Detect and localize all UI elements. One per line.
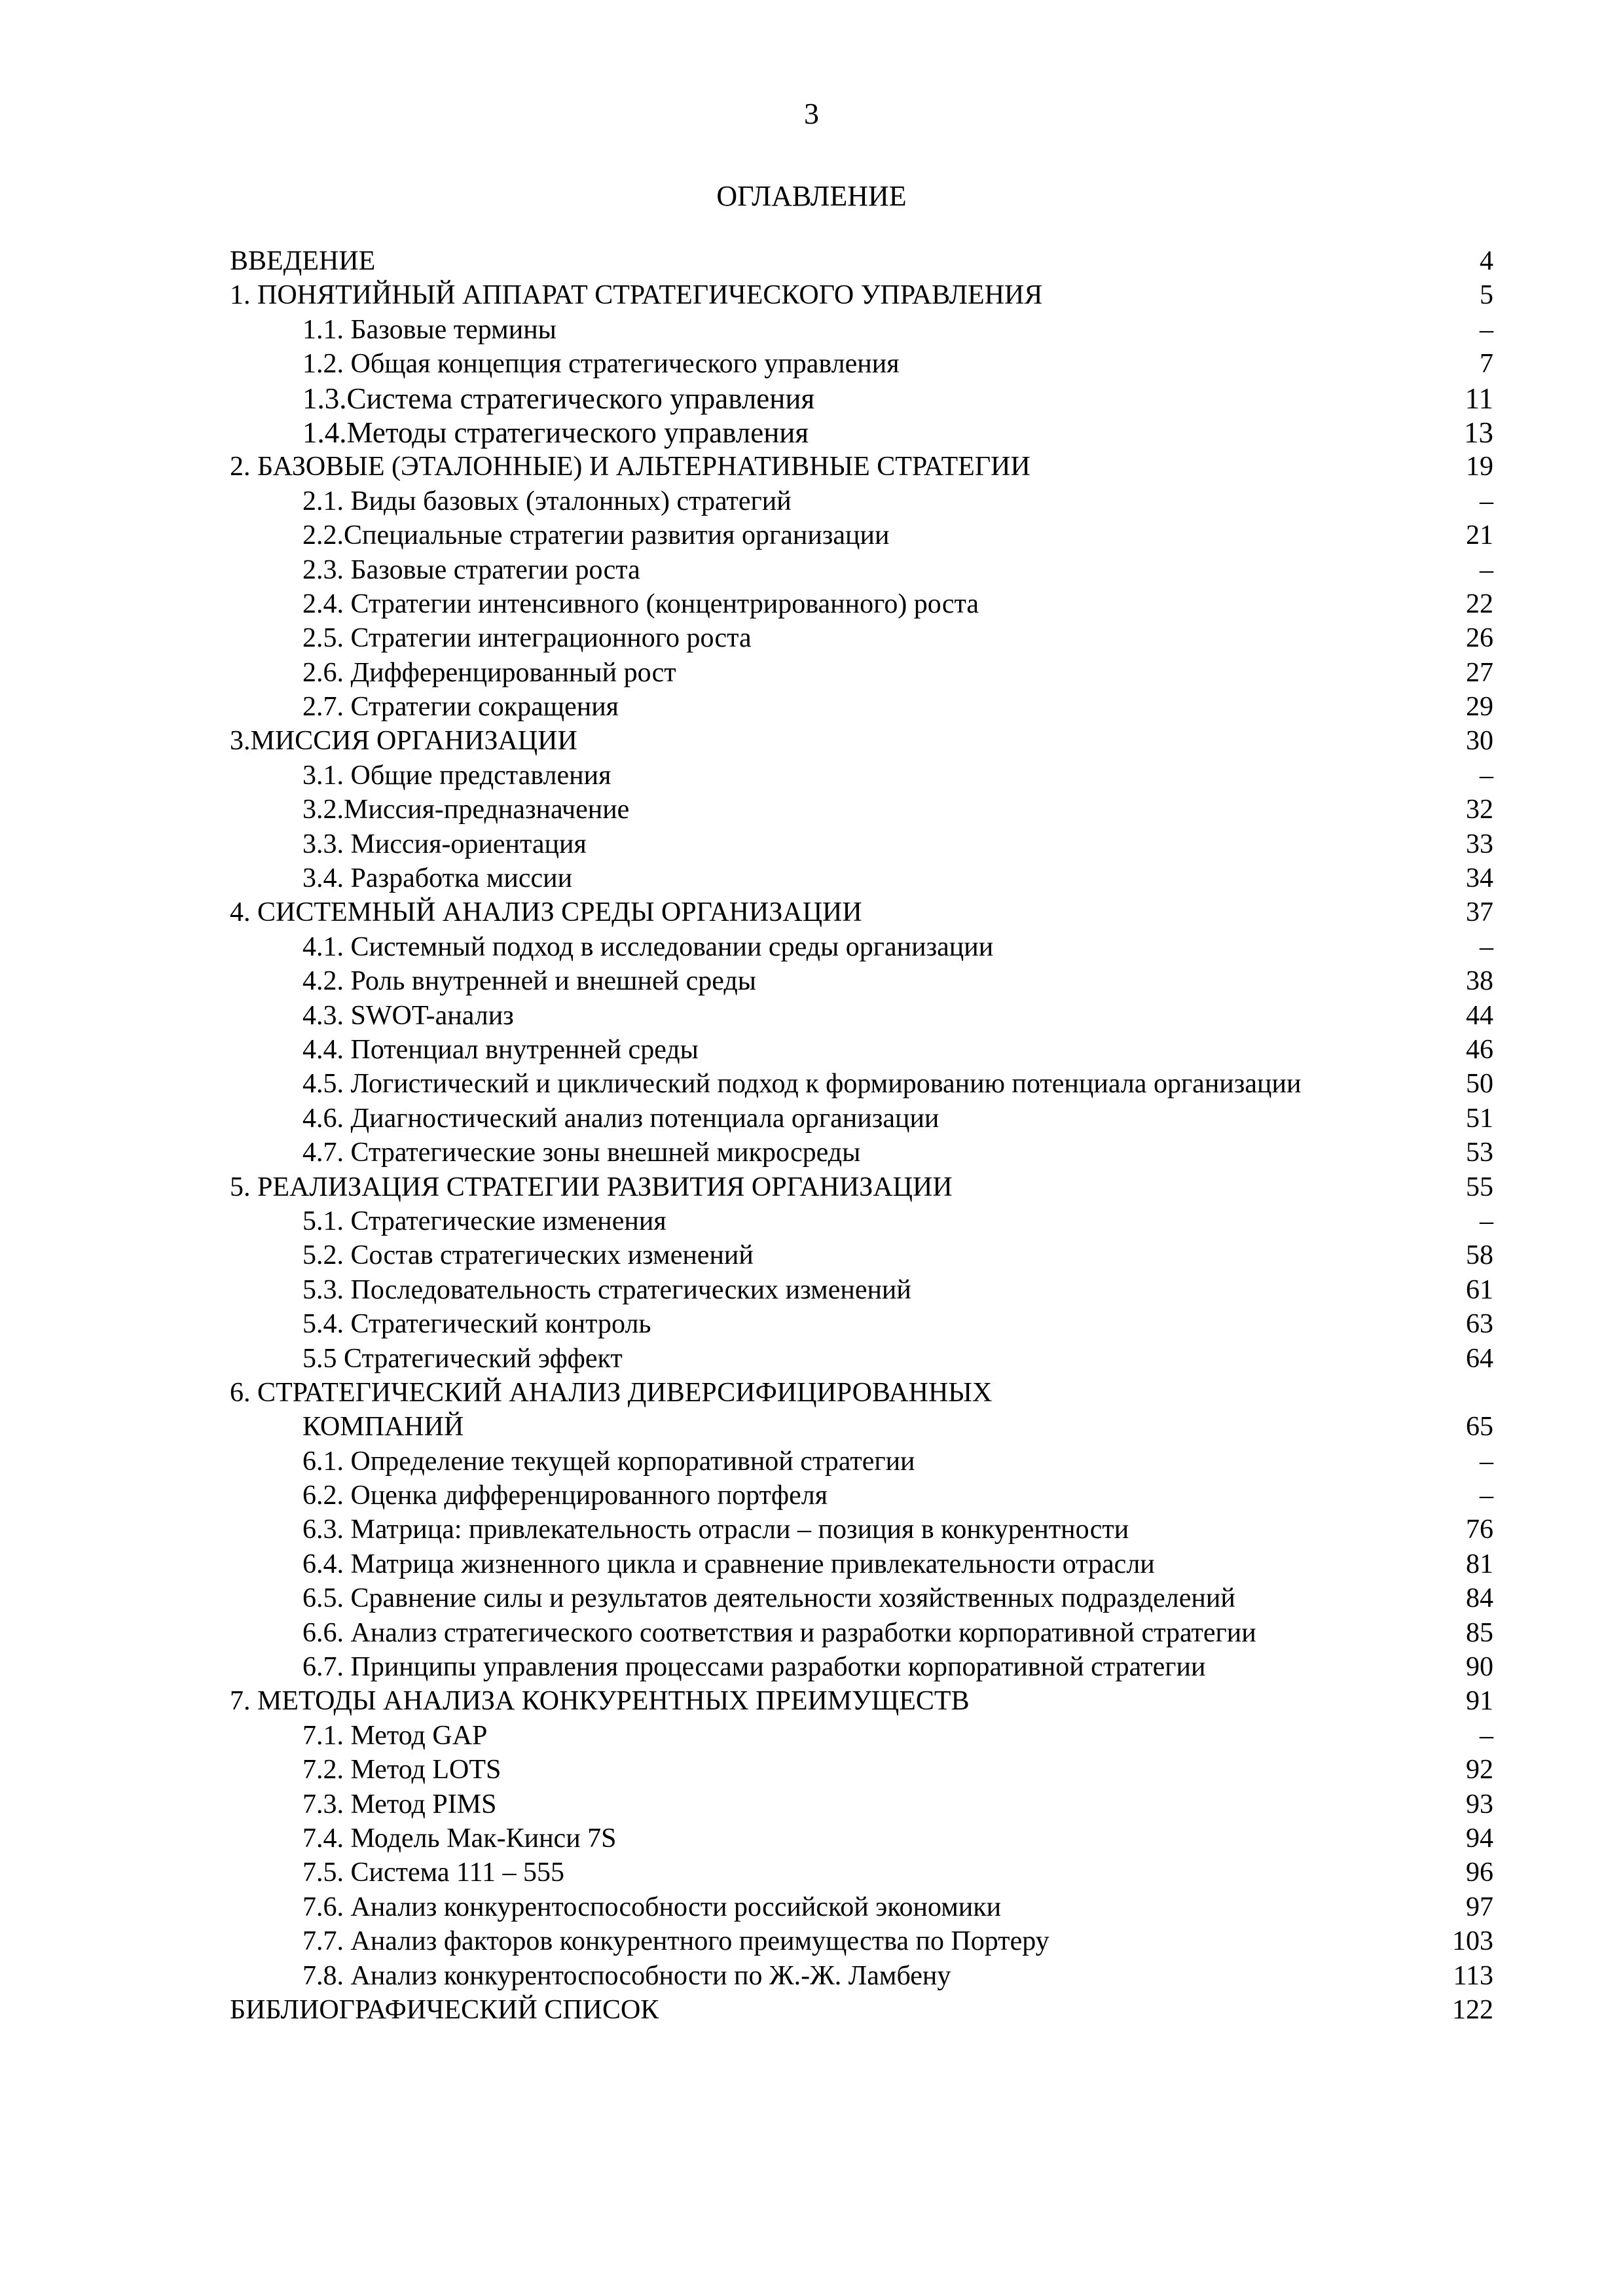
- toc-entry: [230, 1067, 1493, 1101]
- toc-entry-label: 6.5. Сравнение силы и результатов деятельности хозяйственных подразделений: [302, 1583, 1235, 1614]
- toc-entry-page: 4: [1480, 246, 1493, 276]
- toc-entry-label: 1.4.Методы стратегического управления: [302, 416, 809, 449]
- toc-entry: [230, 895, 1493, 929]
- toc-entry-page: 38: [1466, 966, 1493, 997]
- toc-entry-label: БИБЛИОГРАФИЧЕСКИЙ СПИСОК: [230, 1994, 659, 2025]
- toc-entry: [230, 1102, 1493, 1136]
- toc-entry-label: 7.6. Анализ конкурентоспособности российской экономики: [302, 1892, 1002, 1922]
- toc-entry: [230, 1924, 1493, 1958]
- toc-entry: [230, 1342, 1493, 1376]
- toc-entry: [230, 964, 1493, 998]
- toc-entry-page: 34: [1466, 863, 1493, 894]
- toc-entry-page: 84: [1466, 1583, 1493, 1614]
- toc-entry: [230, 1821, 1493, 1856]
- toc-entry-label: 2. БАЗОВЫЕ (ЭТАЛОННЫЕ) И АЛЬТЕРНАТИВНЫЕ СТРАТЕГИИ: [230, 452, 1030, 482]
- toc-entry-label: 2.2.Специальные стратегии развития организации: [302, 520, 890, 551]
- toc-entry: [230, 1787, 1493, 1821]
- toc-entry-page: 93: [1466, 1789, 1493, 1820]
- toc-entry-label: 3.2.Миссия-предназначение: [302, 795, 630, 825]
- toc-entry-label: 1. ПОНЯТИЙНЫЙ АППАРАТ СТРАТЕГИЧЕСКОГО УПРАВЛЕНИЯ: [230, 280, 1043, 311]
- toc-entry-page: 32: [1466, 795, 1493, 825]
- page-number: 3: [804, 97, 819, 130]
- toc-entry-page: 94: [1466, 1823, 1493, 1854]
- toc-entry-label: 4.5. Логистический и циклический подход к формированию потенциала организации: [302, 1069, 1302, 1100]
- toc-entry-page: 55: [1466, 1172, 1493, 1202]
- toc-entry: [230, 278, 1493, 312]
- toc-entry-page: 5: [1480, 280, 1493, 311]
- toc-entry-label: 7.1. Метод GAP: [302, 1720, 488, 1751]
- toc-entry-page: 7: [1480, 349, 1493, 380]
- toc-entry: [230, 1033, 1493, 1067]
- toc-entry-page: 53: [1466, 1138, 1493, 1168]
- toc-entry-label: 6.3. Матрица: привлекательность отрасли – позиция в конкурентности: [302, 1515, 1129, 1545]
- toc-entry-label: 4.6. Диагностический анализ потенциала организации: [302, 1103, 939, 1134]
- toc-entry-page: 85: [1466, 1617, 1493, 1648]
- toc-entry: [230, 244, 1493, 278]
- toc-entry-label: 2.7. Стратегии сокращения: [302, 692, 619, 723]
- toc-entry: [230, 1753, 1493, 1787]
- toc-entry-page: 58: [1466, 1240, 1493, 1271]
- toc-entry-label: 6.4. Матрица жизненного цикла и сравнение привлекательности отрасли: [302, 1549, 1155, 1579]
- toc-entry-label: ВВЕДЕНИЕ: [230, 246, 376, 276]
- toc-entry-page: 92: [1466, 1755, 1493, 1785]
- toc-entry-page: 97: [1466, 1892, 1493, 1922]
- toc-entry-label: 5.4. Стратегический контроль: [302, 1309, 651, 1340]
- toc-entry-page: –: [1480, 760, 1493, 791]
- toc-entry-label: 6.6. Анализ стратегического соответствия и разработки корпоративной стратегии: [302, 1617, 1256, 1648]
- toc-entry-label: 4. СИСТЕМНЫЙ АНАЛИЗ СРЕДЫ ОРГАНИЗАЦИИ: [230, 897, 862, 928]
- toc-entry-label: 3.3. Миссия-ориентация: [302, 829, 587, 859]
- toc-entry: [230, 1307, 1493, 1341]
- toc-entry: [230, 1856, 1493, 1890]
- toc-entry-label: 4.2. Роль внутренней и внешней среды: [302, 966, 756, 997]
- toc-entry: [230, 1650, 1493, 1684]
- toc-entry-page: 33: [1466, 829, 1493, 859]
- toc-entry: [230, 1238, 1493, 1272]
- toc-entry-label: 5.3. Последовательность стратегических изменений: [302, 1274, 911, 1305]
- toc-entry: [230, 827, 1493, 861]
- toc-entry: [230, 450, 1493, 484]
- toc-entry-label: 3.4. Разработка миссии: [302, 863, 573, 894]
- toc-entry-label: 2.3. Базовые стратегии роста: [302, 554, 640, 585]
- toc-entry: [230, 999, 1493, 1033]
- toc-entry: [230, 587, 1493, 621]
- toc-entry-label: 7.8. Анализ конкурентоспособности по Ж.-Ж. Ламбену: [302, 1960, 951, 1991]
- toc-entry-page: 22: [1466, 588, 1493, 619]
- toc-entry-label: 7.3. Метод PIMS: [302, 1789, 497, 1820]
- toc-entry-label: 7.2. Метод LOTS: [302, 1755, 501, 1785]
- toc-entry: [230, 1959, 1493, 1993]
- toc-entry-label: 1.2. Общая концепция стратегического управления: [302, 349, 900, 380]
- toc-entry: [230, 553, 1493, 587]
- toc-entry-page: 91: [1466, 1686, 1493, 1717]
- toc-entry: [230, 1513, 1493, 1547]
- toc-entry-label: 5.5 Стратегический эффект: [302, 1343, 623, 1374]
- toc-entry-label: 1.3.Система стратегического управления: [302, 382, 815, 415]
- toc-entry: [230, 1273, 1493, 1307]
- toc-entry: [230, 759, 1493, 793]
- toc-entry: [230, 1547, 1493, 1581]
- toc-entry: [230, 347, 1493, 381]
- toc-entry-label: 4.4. Потенциал внутренней среды: [302, 1034, 699, 1065]
- toc-entry: [230, 1890, 1493, 1924]
- toc-entry-label: 2.4. Стратегии интенсивного (концентрированного) роста: [302, 588, 979, 619]
- toc-entry: [230, 930, 1493, 964]
- toc-entry: [230, 621, 1493, 655]
- toc-entry: [230, 861, 1493, 895]
- toc-entry-page: 122: [1452, 1994, 1493, 2025]
- toc-entry-label: 6.1. Определение текущей корпоративной стратегии: [302, 1446, 915, 1477]
- toc-entry-label: 2.6. Дифференцированный рост: [302, 657, 676, 688]
- toc-entry-label: 5.2. Состав стратегических изменений: [302, 1240, 754, 1271]
- toc-entry-page: 21: [1466, 520, 1493, 551]
- toc-entry-label: 4.7. Стратегические зоны внешней микросреды: [302, 1138, 861, 1168]
- toc-entry-page: –: [1480, 554, 1493, 585]
- toc-entry: [230, 1993, 1493, 2027]
- toc-entry-label: 3.МИССИЯ ОРГАНИЗАЦИИ: [230, 726, 577, 757]
- toc-entry-label: 5. РЕАЛИЗАЦИЯ СТРАТЕГИИ РАЗВИТИЯ ОРГАНИЗАЦИИ: [230, 1172, 953, 1202]
- toc-entry-label: 5.1. Стратегические изменения: [302, 1206, 666, 1236]
- toc-entry-page: 96: [1466, 1857, 1493, 1888]
- toc-entry-label: 4.1. Системный подход в исследовании среды организации: [302, 931, 994, 962]
- toc-entry: [230, 1479, 1493, 1513]
- toc-entry-label: 4.3. SWOT-анализ: [302, 1000, 514, 1031]
- toc-entry-page: 63: [1466, 1309, 1493, 1340]
- toc-entry: [230, 1410, 1493, 1444]
- table-of-contents: [230, 244, 1493, 2027]
- toc-entry-page: 50: [1466, 1069, 1493, 1100]
- toc-entry-page: –: [1480, 314, 1493, 345]
- toc-entry-label: КОМПАНИЙ: [302, 1412, 464, 1443]
- toc-entry-label: 7. МЕТОДЫ АНАЛИЗА КОНКУРЕНТНЫХ ПРЕИМУЩЕСТВ: [230, 1686, 970, 1717]
- toc-entry-page: 44: [1466, 1000, 1493, 1031]
- toc-entry-page: –: [1480, 486, 1493, 516]
- toc-entry-page: 13: [1464, 416, 1493, 449]
- toc-entry-page: 11: [1465, 382, 1493, 415]
- toc-entry: [230, 416, 1493, 450]
- toc-entry-label: 6.7. Принципы управления процессами разработки корпоративной стратегии: [302, 1652, 1206, 1683]
- toc-entry: [230, 1581, 1493, 1615]
- toc-entry: [230, 484, 1493, 518]
- toc-entry: [230, 1204, 1493, 1238]
- toc-entry-page: 29: [1466, 692, 1493, 723]
- toc-entry: [230, 313, 1493, 347]
- toc-entry-page: 113: [1453, 1960, 1493, 1991]
- toc-entry: [230, 1719, 1493, 1753]
- toc-entry-page: 65: [1466, 1412, 1493, 1443]
- toc-entry: [230, 518, 1493, 552]
- toc-entry: [230, 1136, 1493, 1170]
- toc-entry: [230, 382, 1493, 416]
- toc-entry: [230, 656, 1493, 690]
- toc-entry-page: 64: [1466, 1343, 1493, 1374]
- toc-entry-label: 7.4. Модель Мак-Кинси 7S: [302, 1823, 617, 1854]
- toc-entry-label: 7.7. Анализ факторов конкурентного преимущества по Портеру: [302, 1926, 1049, 1957]
- toc-entry-label: 2.1. Виды базовых (эталонных) стратегий: [302, 486, 792, 516]
- toc-entry-label: 6. СТРАТЕГИЧЕСКИЙ АНАЛИЗ ДИВЕРСИФИЦИРОВАННЫХ: [230, 1377, 993, 1408]
- toc-entry-label: 6.2. Оценка дифференцированного портфеля: [302, 1480, 828, 1511]
- toc-entry: [230, 1170, 1493, 1204]
- toc-entry: [230, 690, 1493, 724]
- toc-entry-page: –: [1480, 1446, 1493, 1477]
- toc-entry-page: 26: [1466, 623, 1493, 654]
- toc-entry-page: 51: [1466, 1103, 1493, 1134]
- toc-entry-page: –: [1480, 1480, 1493, 1511]
- toc-entry-page: –: [1480, 1720, 1493, 1751]
- toc-entry-label: 2.5. Стратегии интеграционного роста: [302, 623, 752, 654]
- toc-entry: [230, 1376, 1493, 1410]
- toc-entry: [230, 1616, 1493, 1650]
- toc-entry-page: –: [1480, 1206, 1493, 1236]
- toc-entry: [230, 1684, 1493, 1718]
- toc-entry-page: 61: [1466, 1274, 1493, 1305]
- toc-entry-page: 103: [1452, 1926, 1493, 1957]
- toc-entry-label: 1.1. Базовые термины: [302, 314, 556, 345]
- toc-entry-page: 37: [1466, 897, 1493, 928]
- toc-entry-page: 81: [1466, 1549, 1493, 1579]
- toc-entry-label: 3.1. Общие представления: [302, 760, 611, 791]
- toc-entry-page: –: [1480, 931, 1493, 962]
- toc-entry-page: 46: [1466, 1034, 1493, 1065]
- toc-entry-page: 30: [1466, 726, 1493, 757]
- toc-entry-page: 76: [1466, 1515, 1493, 1545]
- toc-entry-page: 27: [1466, 657, 1493, 688]
- toc-entry-page: 90: [1466, 1652, 1493, 1683]
- toc-heading: ОГЛАВЛЕНИЕ: [716, 180, 907, 212]
- toc-entry-page: 19: [1466, 452, 1493, 482]
- toc-entry: [230, 1444, 1493, 1479]
- toc-entry: [230, 724, 1493, 758]
- toc-entry: [230, 793, 1493, 827]
- toc-entry-label: 7.5. Система 111 – 555: [302, 1857, 564, 1888]
